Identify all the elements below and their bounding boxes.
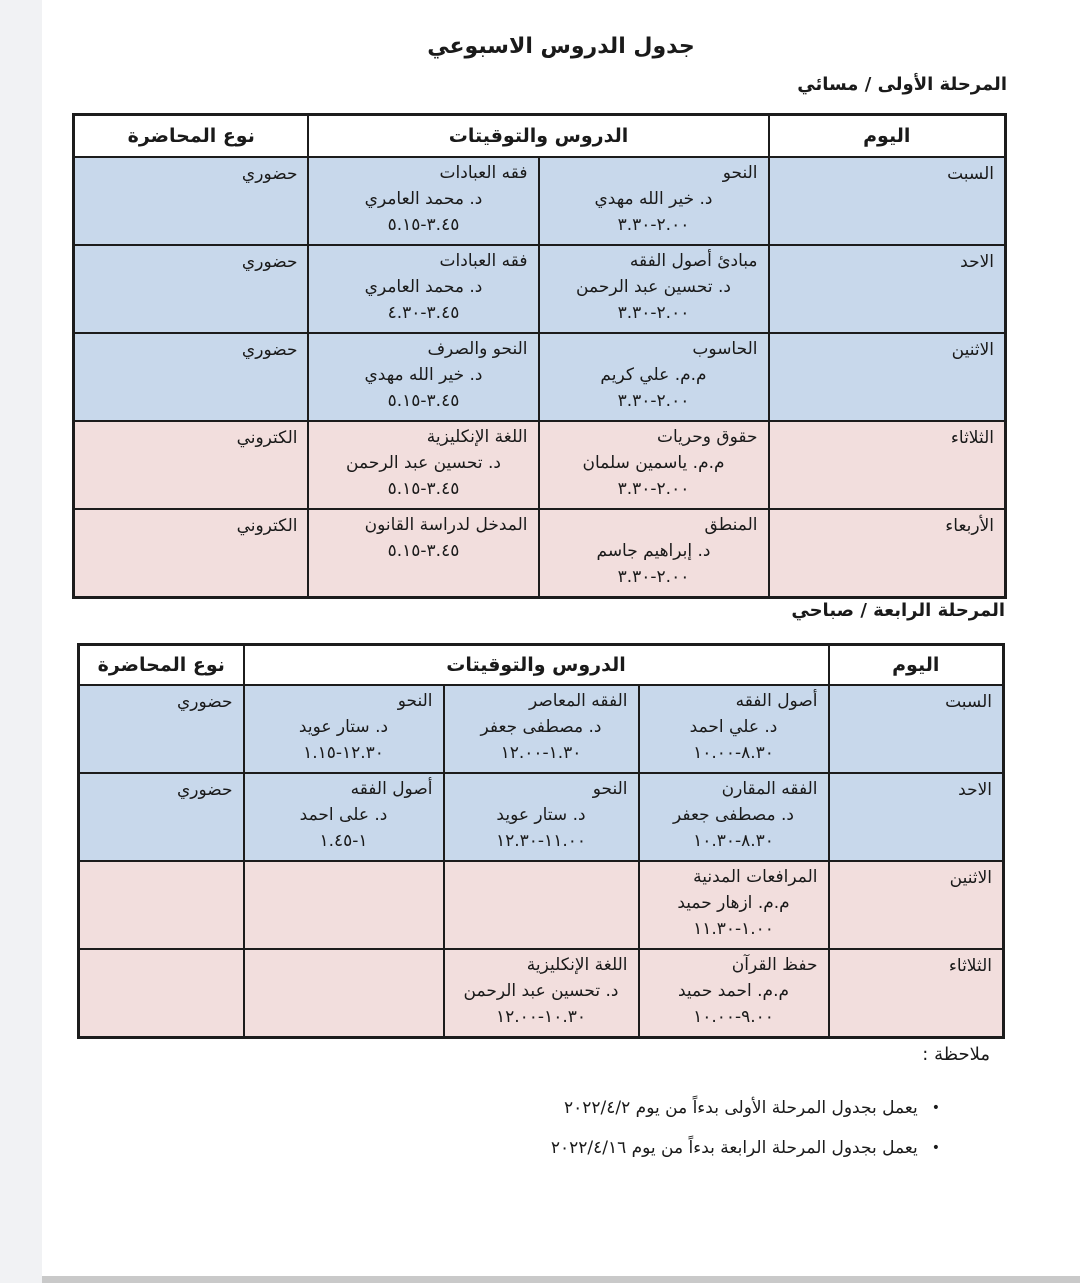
lesson-teacher: د. خير الله مهدي [594,189,713,209]
lesson-subject: اللغة الإنكليزية [526,955,628,975]
bullet-icon: • [931,1140,940,1156]
lecture-type-cell: حضوري [73,333,308,421]
note-item [551,1128,940,1168]
lesson-subject: النحو [592,779,628,799]
note-text: يعمل بجدول المرحلة الأولى بدءاً من يوم ٢٠٢٢/٤/٢ [564,1098,918,1118]
table-row [79,949,1004,1038]
empty-lesson-cell [244,949,444,1038]
column-header-day: اليوم [769,115,1006,158]
lesson-time: ١.١٥-١٢.٣٠ [303,743,384,763]
lesson-subject: الحاسوب [692,339,758,359]
lesson-cell [308,333,538,421]
lecture-type-cell: حضوري [79,773,244,861]
lesson-cell [444,773,639,861]
day-cell: الأربعاء [769,509,1006,598]
lesson-time: ٣.٣٠-٢.٠٠ [617,215,690,235]
lesson-subject: النحو [722,163,758,183]
lesson-cell [444,949,639,1038]
lesson-time: ٤.٣٠-٣.٤٥ [387,303,460,323]
table-row [73,333,1005,421]
day-cell: الثلاثاء [829,949,1004,1038]
table-row [73,509,1005,598]
notes-list [551,1088,940,1168]
lesson-teacher: د. ستار عويد [298,717,389,737]
lesson-time: ٣.٣٠-٢.٠٠ [617,567,690,587]
lesson-teacher: د. مصطفى جعفر [480,717,602,737]
stage1-schedule-table [72,113,1007,599]
document-page [42,0,1080,1276]
lecture-type-cell [79,861,244,949]
note-item [551,1088,940,1128]
table-row [73,157,1005,245]
day-cell: الاحد [829,773,1004,861]
bullet-icon: • [931,1100,940,1116]
lesson-subject: الفقه المعاصر [528,691,628,711]
lesson-subject: المنطق [704,515,758,535]
table-row [79,773,1004,861]
lesson-cell [444,685,639,773]
column-header-lessons: الدروس والتوقيتات [308,115,768,158]
lesson-teacher: د. محمد العامري [364,277,483,297]
column-header-lessons: الدروس والتوقيتات [244,645,829,686]
lesson-teacher: د. مصطفى جعفر [672,805,795,825]
lesson-subject: اللغة الإنكليزية [426,427,528,447]
lesson-cell [539,157,769,245]
lesson-time: ٥.١٥-٣.٤٥ [387,391,460,411]
lesson-cell [308,245,538,333]
lesson-subject: المدخل لدراسة القانون [364,515,528,535]
lesson-cell [639,949,829,1038]
column-header-day: اليوم [829,645,1004,686]
note-text: يعمل بجدول المرحلة الرابعة بدءاً من يوم ٢٠٢٢/٤/١٦ [550,1138,918,1158]
lesson-teacher: د. على احمد [299,805,388,825]
stage4-schedule-table [77,643,1005,1039]
day-cell: الاثنين [829,861,1004,949]
lecture-type-cell: حضوري [73,157,308,245]
page-title: جدول الدروس الاسبوعي [427,34,695,59]
notes-label: ملاحظة : [922,1044,990,1065]
lesson-teacher: م.م. ازهار حميد [677,893,790,913]
day-cell: السبت [829,685,1004,773]
table-row [79,685,1004,773]
lesson-subject: فقه العبادات [439,163,528,183]
lecture-type-cell: حضوري [73,245,308,333]
lesson-teacher: م.م. علي كريم [600,365,707,385]
lesson-subject: المرافعات المدنية [693,867,818,887]
lesson-subject: أصول الفقه [350,779,433,799]
lesson-time: ١٠.٠٠-٩.٠٠ [693,1007,774,1027]
lesson-cell [539,421,769,509]
lesson-time: ١٢.٠٠-١٠.٣٠ [496,1007,586,1027]
empty-lesson-cell [444,861,639,949]
lesson-subject: حقوق وحريات [657,427,758,447]
header-row [79,645,1004,686]
lesson-cell [539,245,769,333]
column-header-type: نوع المحاضرة [79,645,244,686]
lecture-type-cell: الكتروني [73,421,308,509]
header-row [73,115,1005,158]
lecture-type-cell: حضوري [79,685,244,773]
lesson-time: ١٢.٠٠-١.٣٠ [500,743,582,763]
lesson-teacher: د. تحسين عبد الرحمن [463,981,619,1001]
lesson-cell [539,333,769,421]
viewer-left-gutter [0,0,43,1283]
lesson-cell [308,509,538,598]
lesson-cell [308,157,538,245]
lesson-subject: النحو والصرف [427,339,528,359]
column-header-type: نوع المحاضرة [73,115,308,158]
lesson-subject: فقه العبادات [439,251,528,271]
lesson-cell [244,685,444,773]
lesson-teacher: م.م. ياسمين سلمان [582,453,725,473]
lesson-subject: الفقه المقارن [721,779,818,799]
lesson-cell [244,773,444,861]
table-row [73,245,1005,333]
lesson-teacher: د. ستار عويد [496,805,586,825]
lesson-cell [639,685,829,773]
lesson-subject: أصول الفقه [735,691,818,711]
lesson-cell [308,421,538,509]
lesson-teacher: د. إبراهيم جاسم [596,541,711,561]
lesson-time: ٥.١٥-٣.٤٥ [387,479,460,499]
stage1-caption: المرحلة الأولى / مسائي [797,74,1007,95]
lesson-time: ٥.١٥-٣.٤٥ [387,541,460,561]
lesson-time: ١٠.٣٠-٨.٣٠ [693,831,774,851]
day-cell: السبت [769,157,1006,245]
lesson-teacher: م.م. احمد حميد [677,981,790,1001]
empty-lesson-cell [244,861,444,949]
lesson-time: ٣.٣٠-٢.٠٠ [617,303,690,323]
lesson-time: ٣.٣٠-٢.٠٠ [617,479,690,499]
lesson-subject: حفظ القرآن [731,955,818,975]
table-row [73,421,1005,509]
lesson-cell [639,773,829,861]
day-cell: الثلاثاء [769,421,1006,509]
lesson-subject: مبادئ أصول الفقه [629,251,758,271]
viewer-bottom-scrollbar[interactable] [42,1276,1080,1283]
lecture-type-cell [79,949,244,1038]
lesson-time: ٣.٣٠-٢.٠٠ [617,391,690,411]
lesson-teacher: د. تحسين عبد الرحمن [346,453,501,473]
lesson-time: ١١.٣٠-١.٠٠ [693,919,774,939]
lesson-cell [539,509,769,598]
lesson-subject: النحو [397,691,433,711]
lesson-teacher: د. علي احمد [689,717,778,737]
lesson-teacher: د. محمد العامري [364,189,483,209]
lesson-time: ١٢.٣٠-١١.٠٠ [496,831,586,851]
table-row [79,861,1004,949]
lesson-time: ١٠.٠٠-٨.٣٠ [693,743,774,763]
lesson-teacher: د. خير الله مهدي [364,365,483,385]
day-cell: الاثنين [769,333,1006,421]
day-cell: الاحد [769,245,1006,333]
lesson-cell [639,861,829,949]
lesson-teacher: د. تحسين عبد الرحمن [576,277,731,297]
lesson-time: ١.٤٥-١ [319,831,368,851]
lesson-time: ٥.١٥-٣.٤٥ [387,215,460,235]
lecture-type-cell: الكتروني [73,509,308,598]
stage4-caption: المرحلة الرابعة / صباحي [791,600,1005,621]
